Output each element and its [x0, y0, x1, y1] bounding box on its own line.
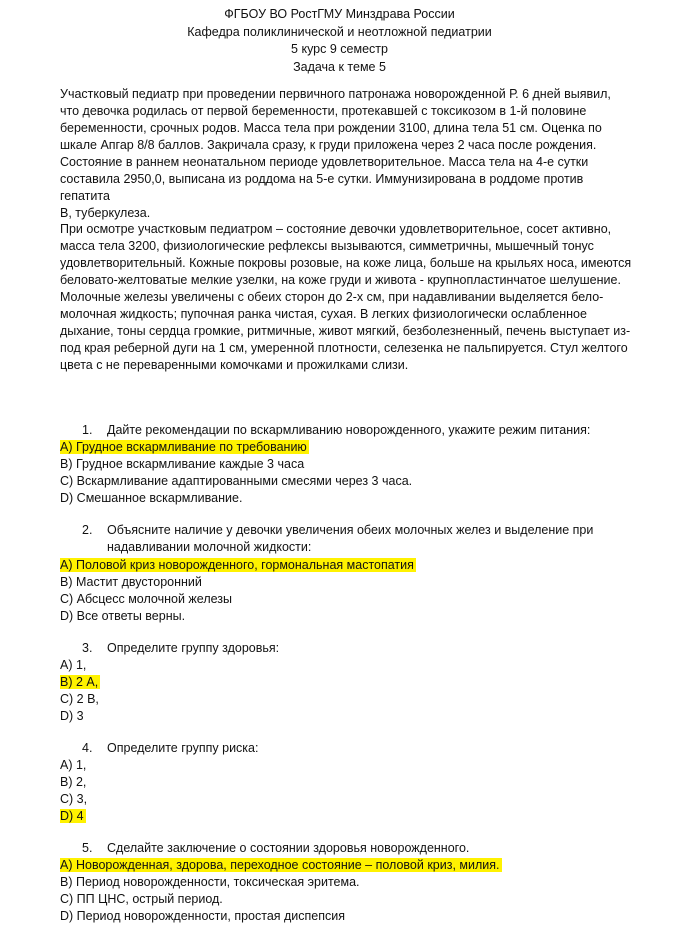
institution-name: ФГБОУ ВО РостГМУ Минздрава России [224, 7, 455, 21]
correct-answer-highlight: В) 2 А, [60, 675, 99, 689]
question-number: 3. [82, 641, 93, 655]
correct-answer-highlight: А) Половой криз новорожденного, гормональная мастопатия [60, 558, 414, 572]
text-line: масса тела 3200, физиологические рефлексы вызываются, симметричны, мышечный тонус [60, 239, 594, 253]
answers-5 [60, 857, 640, 925]
answer-a [60, 439, 640, 456]
text-line: составила 2950,0, выписана из роддома на 5-е сутки. Иммунизирована в роддоме против гепатита [60, 172, 584, 203]
answer-d: D) 3 [60, 709, 84, 723]
answer-b: В) Мастит двусторонний [60, 575, 202, 589]
text-line: Состояние в раннем неонатальном периоде удовлетворительное. Масса тела на 4-е сутки [60, 155, 589, 169]
question-4 [82, 740, 622, 757]
text-line: дыхание, тоны сердца громкие, ритмичные, живот мягкий, безболезненный, печень выступает из- [60, 324, 631, 338]
question-number: 2. [82, 523, 93, 537]
question-text: надавливании молочной жидкости: [107, 540, 312, 554]
answer-d [60, 808, 640, 825]
answers-3 [60, 657, 640, 725]
text-line: При осмотре участковым педиатром – состояние девочки удовлетворительное, сосет активно, [60, 222, 612, 236]
task-title: Задача к теме 5 [293, 59, 386, 74]
answer-b: В) Грудное вскармливание каждые 3 часа [60, 457, 305, 471]
answer-c: С) Вскармливание адаптированными смесями через 3 часа. [60, 474, 413, 488]
question-number: 5. [82, 841, 93, 855]
question-5 [82, 840, 622, 857]
answer-d: D) Период новорожденности, простая диспепсия [60, 909, 346, 923]
text-line: Участковый педиатр при проведении первичного патронажа новорожденной Р. 6 дней выявил, [60, 87, 611, 101]
text-line: Молочные железы увеличены с обеих сторон до 2-х см, при надавливании выделяется бело- [60, 290, 604, 304]
department-name: Кафедра поликлинической и неотложной педиатрии [187, 24, 492, 39]
text-line: молочная жидкость; пупочная ранка чистая, сухая. В легких физиологически ослабленное [60, 307, 587, 321]
answer-a [60, 857, 640, 874]
text-line: беременности, срочных родов. Масса тела при рождении 3100, длина тела 51 см. Оценка по [60, 121, 602, 135]
answer-c: С) ПП ЦНС, острый период. [60, 892, 223, 906]
answer-d: D) Все ответы верны. [60, 609, 186, 623]
answer-b: В) Период новорожденности, токсическая эритема. [60, 875, 360, 889]
answers-2 [60, 557, 640, 625]
question-1 [82, 422, 622, 439]
case-paragraph-2 [60, 221, 632, 374]
question-text: Сделайте заключение о состоянии здоровья новорожденного. [107, 841, 470, 855]
question-text: Объясните наличие у девочки увеличения обеих молочных желез и выделение при [107, 523, 594, 537]
answers-1 [60, 439, 640, 507]
text-line: беловато-желтоватые мелкие узелки, на коже груди и живота - крупнопластинчатое шелушение. [60, 273, 621, 287]
answer-b: В) 2, [60, 775, 87, 789]
text-line: шкале Апгар 8/8 баллов. Закричала сразу, к груди приложена через 2 часа после рождения. [60, 138, 597, 152]
answer-a: А) 1, [60, 658, 87, 672]
text-line: что девочка родилась от первой беременности, протекавшей с токсикозом в 1-й половине [60, 104, 587, 118]
answer-c: С) Абсцесс молочной железы [60, 592, 233, 606]
answer-b [60, 674, 640, 691]
question-text: Дайте рекомендации по вскармливанию новорожденного, укажите режим питания: [107, 423, 591, 437]
question-text: Определите группу здоровья: [107, 641, 280, 655]
text-line: под края реберной дуги на 1 см, умеренной плотности, селезенка не пальпируется. Стул желтого [60, 341, 628, 355]
answer-a [60, 557, 640, 574]
course-semester: 5 курс 9 семестр [291, 42, 388, 56]
answer-d: D) Смешанное вскармливание. [60, 491, 243, 505]
answers-4 [60, 757, 640, 825]
question-3 [82, 640, 622, 657]
text-line: В, туберкулеза. [60, 206, 151, 220]
answer-c: С) 2 В, [60, 692, 99, 706]
text-line: удовлетворительный. Кожные покровы розовые, на коже лица, больше на крыльях носа, имеются [60, 256, 632, 270]
question-text: Определите группу риска: [107, 741, 259, 755]
question-number: 1. [82, 423, 93, 437]
case-paragraph-1 [60, 86, 632, 222]
question-number: 4. [82, 741, 93, 755]
question-2 [82, 522, 622, 556]
answer-c: С) 3, [60, 792, 88, 806]
correct-answer-highlight: А) Новорожденная, здорова, переходное состояние – половой криз, милия. [60, 858, 500, 872]
text-line: цвета с не переваренными комочками и прожилками слизи. [60, 358, 409, 372]
correct-answer-highlight: А) Грудное вскармливание по требованию [60, 440, 307, 454]
answer-a: А) 1, [60, 758, 87, 772]
correct-answer-highlight: D) 4 [60, 809, 84, 823]
document-header [0, 6, 679, 76]
